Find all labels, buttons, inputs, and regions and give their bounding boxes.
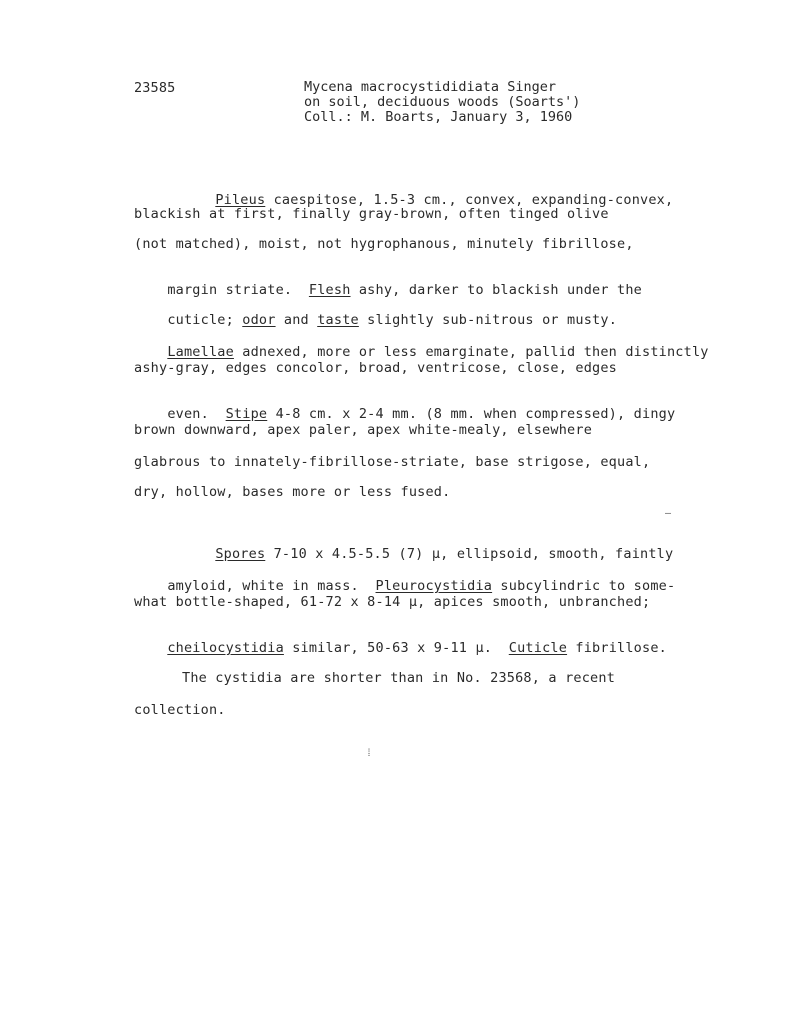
text-line: glabrous to innately-fibrillose-striate, base strigose, equal, bbox=[134, 454, 651, 470]
text-line bbox=[134, 624, 667, 672]
term-odor: odor bbox=[242, 312, 276, 328]
text-span: cuticle; bbox=[167, 312, 243, 328]
term-pleurocystidia: Pleurocystidia bbox=[375, 578, 493, 594]
text-line: collection. bbox=[134, 702, 226, 718]
text-span: subcylindric to some- bbox=[492, 578, 676, 594]
text-span: adnexed, more or less emarginate, pallid then distinctly bbox=[233, 344, 709, 360]
term-cuticle: Cuticle bbox=[508, 640, 568, 656]
term-spores: Spores bbox=[215, 546, 266, 562]
specimen-header bbox=[304, 80, 580, 125]
stray-mark: ⁞ bbox=[366, 748, 373, 759]
term-flesh: Flesh bbox=[308, 282, 351, 298]
accession-number: 23585 bbox=[134, 80, 176, 96]
text-line: what bottle-shaped, 61-72 x 8-14 µ, apices smooth, unbranched; bbox=[134, 594, 651, 610]
text-line: blackish at first, finally gray-brown, often tinged olive bbox=[134, 206, 609, 222]
term-stipe: Stipe bbox=[225, 406, 268, 422]
stray-mark: — bbox=[665, 508, 672, 519]
text-line: brown downward, apex paler, apex white-mealy, elsewhere bbox=[134, 422, 593, 438]
text-span: even. bbox=[167, 406, 226, 422]
text-line: (not matched), moist, not hygrophanous, minutely fibrillose, bbox=[134, 236, 634, 252]
text-span: margin striate. bbox=[167, 282, 309, 298]
text-span: amyloid, white in mass. bbox=[167, 578, 376, 594]
collection-line: Coll.: M. Boarts, January 3, 1960 bbox=[304, 109, 573, 125]
text-span: 7-10 x 4.5-5.5 (7) µ, ellipsoid, smooth, faintly bbox=[265, 546, 674, 562]
text-line: ashy-gray, edges concolor, broad, ventricose, close, edges bbox=[134, 360, 618, 376]
term-cheilocystidia: cheilocystidia bbox=[167, 640, 284, 656]
text-span: slightly sub-nitrous or musty. bbox=[358, 312, 618, 328]
term-pileus: Pileus bbox=[215, 192, 266, 208]
text-span: and bbox=[275, 312, 318, 328]
text-line: The cystidia are shorter than in No. 23568, a recent bbox=[182, 670, 616, 686]
text-span: fibrillose. bbox=[567, 640, 667, 656]
text-span: similar, 50-63 x 9-11 µ. bbox=[283, 640, 509, 656]
term-lamellae: Lamellae bbox=[167, 344, 234, 360]
term-taste: taste bbox=[317, 312, 359, 328]
text-span: caespitose, 1.5-3 cm., convex, expanding-convex, bbox=[265, 192, 674, 208]
text-span: ashy, darker to blackish under the bbox=[350, 282, 643, 298]
species-name: Mycena macrocystididiata Singer bbox=[304, 79, 556, 95]
text-span: 4-8 cm. x 2-4 mm. (8 mm. when compressed), dingy bbox=[267, 406, 676, 422]
text-line: dry, hollow, bases more or less fused. bbox=[134, 484, 451, 500]
habitat-line: on soil, deciduous woods (Soarts') bbox=[304, 94, 581, 110]
